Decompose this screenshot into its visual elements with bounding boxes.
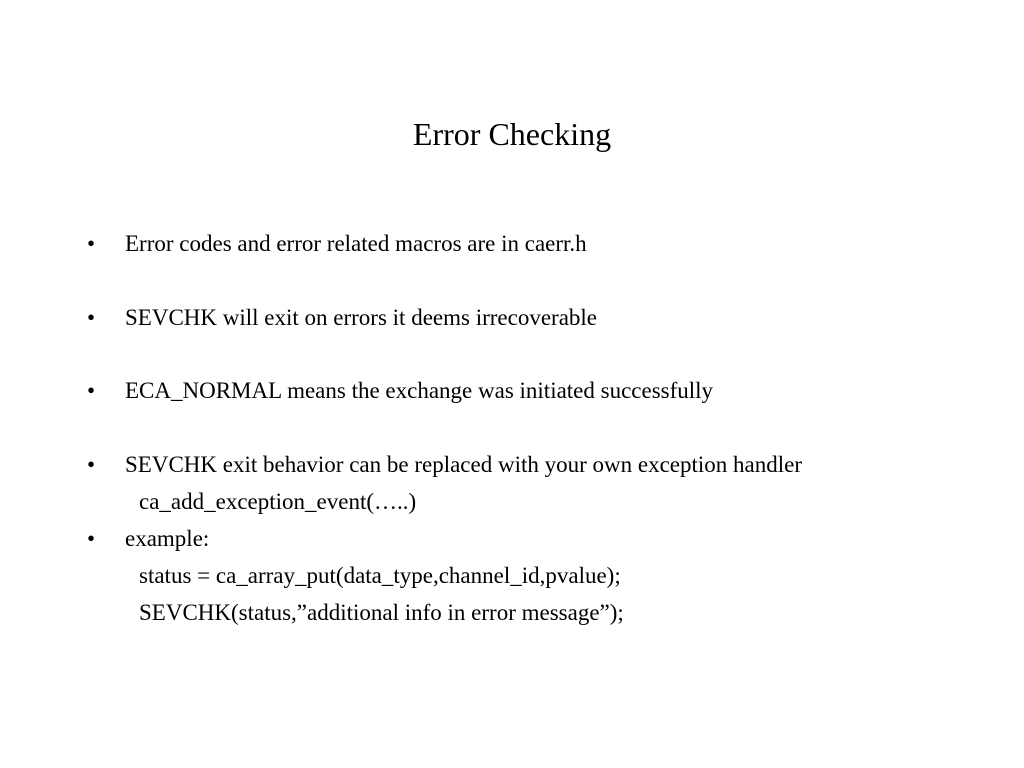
- bullet-glyph: •: [87, 305, 96, 330]
- code-line: ca_add_exception_event(…..): [139, 489, 417, 514]
- bullet-text: SEVCHK exit behavior can be replaced with your own exception handler: [125, 452, 803, 477]
- bullet-item: [0, 229, 1000, 259]
- slide-title: Error Checking: [412, 116, 612, 152]
- sub-line: [0, 561, 1000, 591]
- code-line: status = ca_array_put(data_type,channel_id,pvalue);: [139, 563, 621, 588]
- bullet-text: Error codes and error related macros are in caerr.h: [125, 231, 587, 256]
- code-line: SEVCHK(status,”additional info in error message”);: [139, 600, 624, 625]
- bullet-glyph: •: [87, 378, 96, 403]
- sub-line: [0, 598, 1000, 628]
- bullet-glyph: •: [87, 452, 96, 477]
- bullet-text: ECA_NORMAL means the exchange was initiated successfully: [125, 378, 714, 403]
- bullet-glyph: •: [87, 526, 96, 551]
- bullet-item: [0, 376, 1000, 406]
- bullet-item: [0, 303, 1000, 333]
- sub-line: [0, 487, 1000, 517]
- bullet-text: SEVCHK will exit on errors it deems irrecoverable: [125, 305, 598, 330]
- bullet-glyph: •: [87, 231, 96, 256]
- bullet-item: [0, 450, 1000, 480]
- bullet-item: [0, 524, 1000, 554]
- bullet-text: example:: [125, 526, 210, 551]
